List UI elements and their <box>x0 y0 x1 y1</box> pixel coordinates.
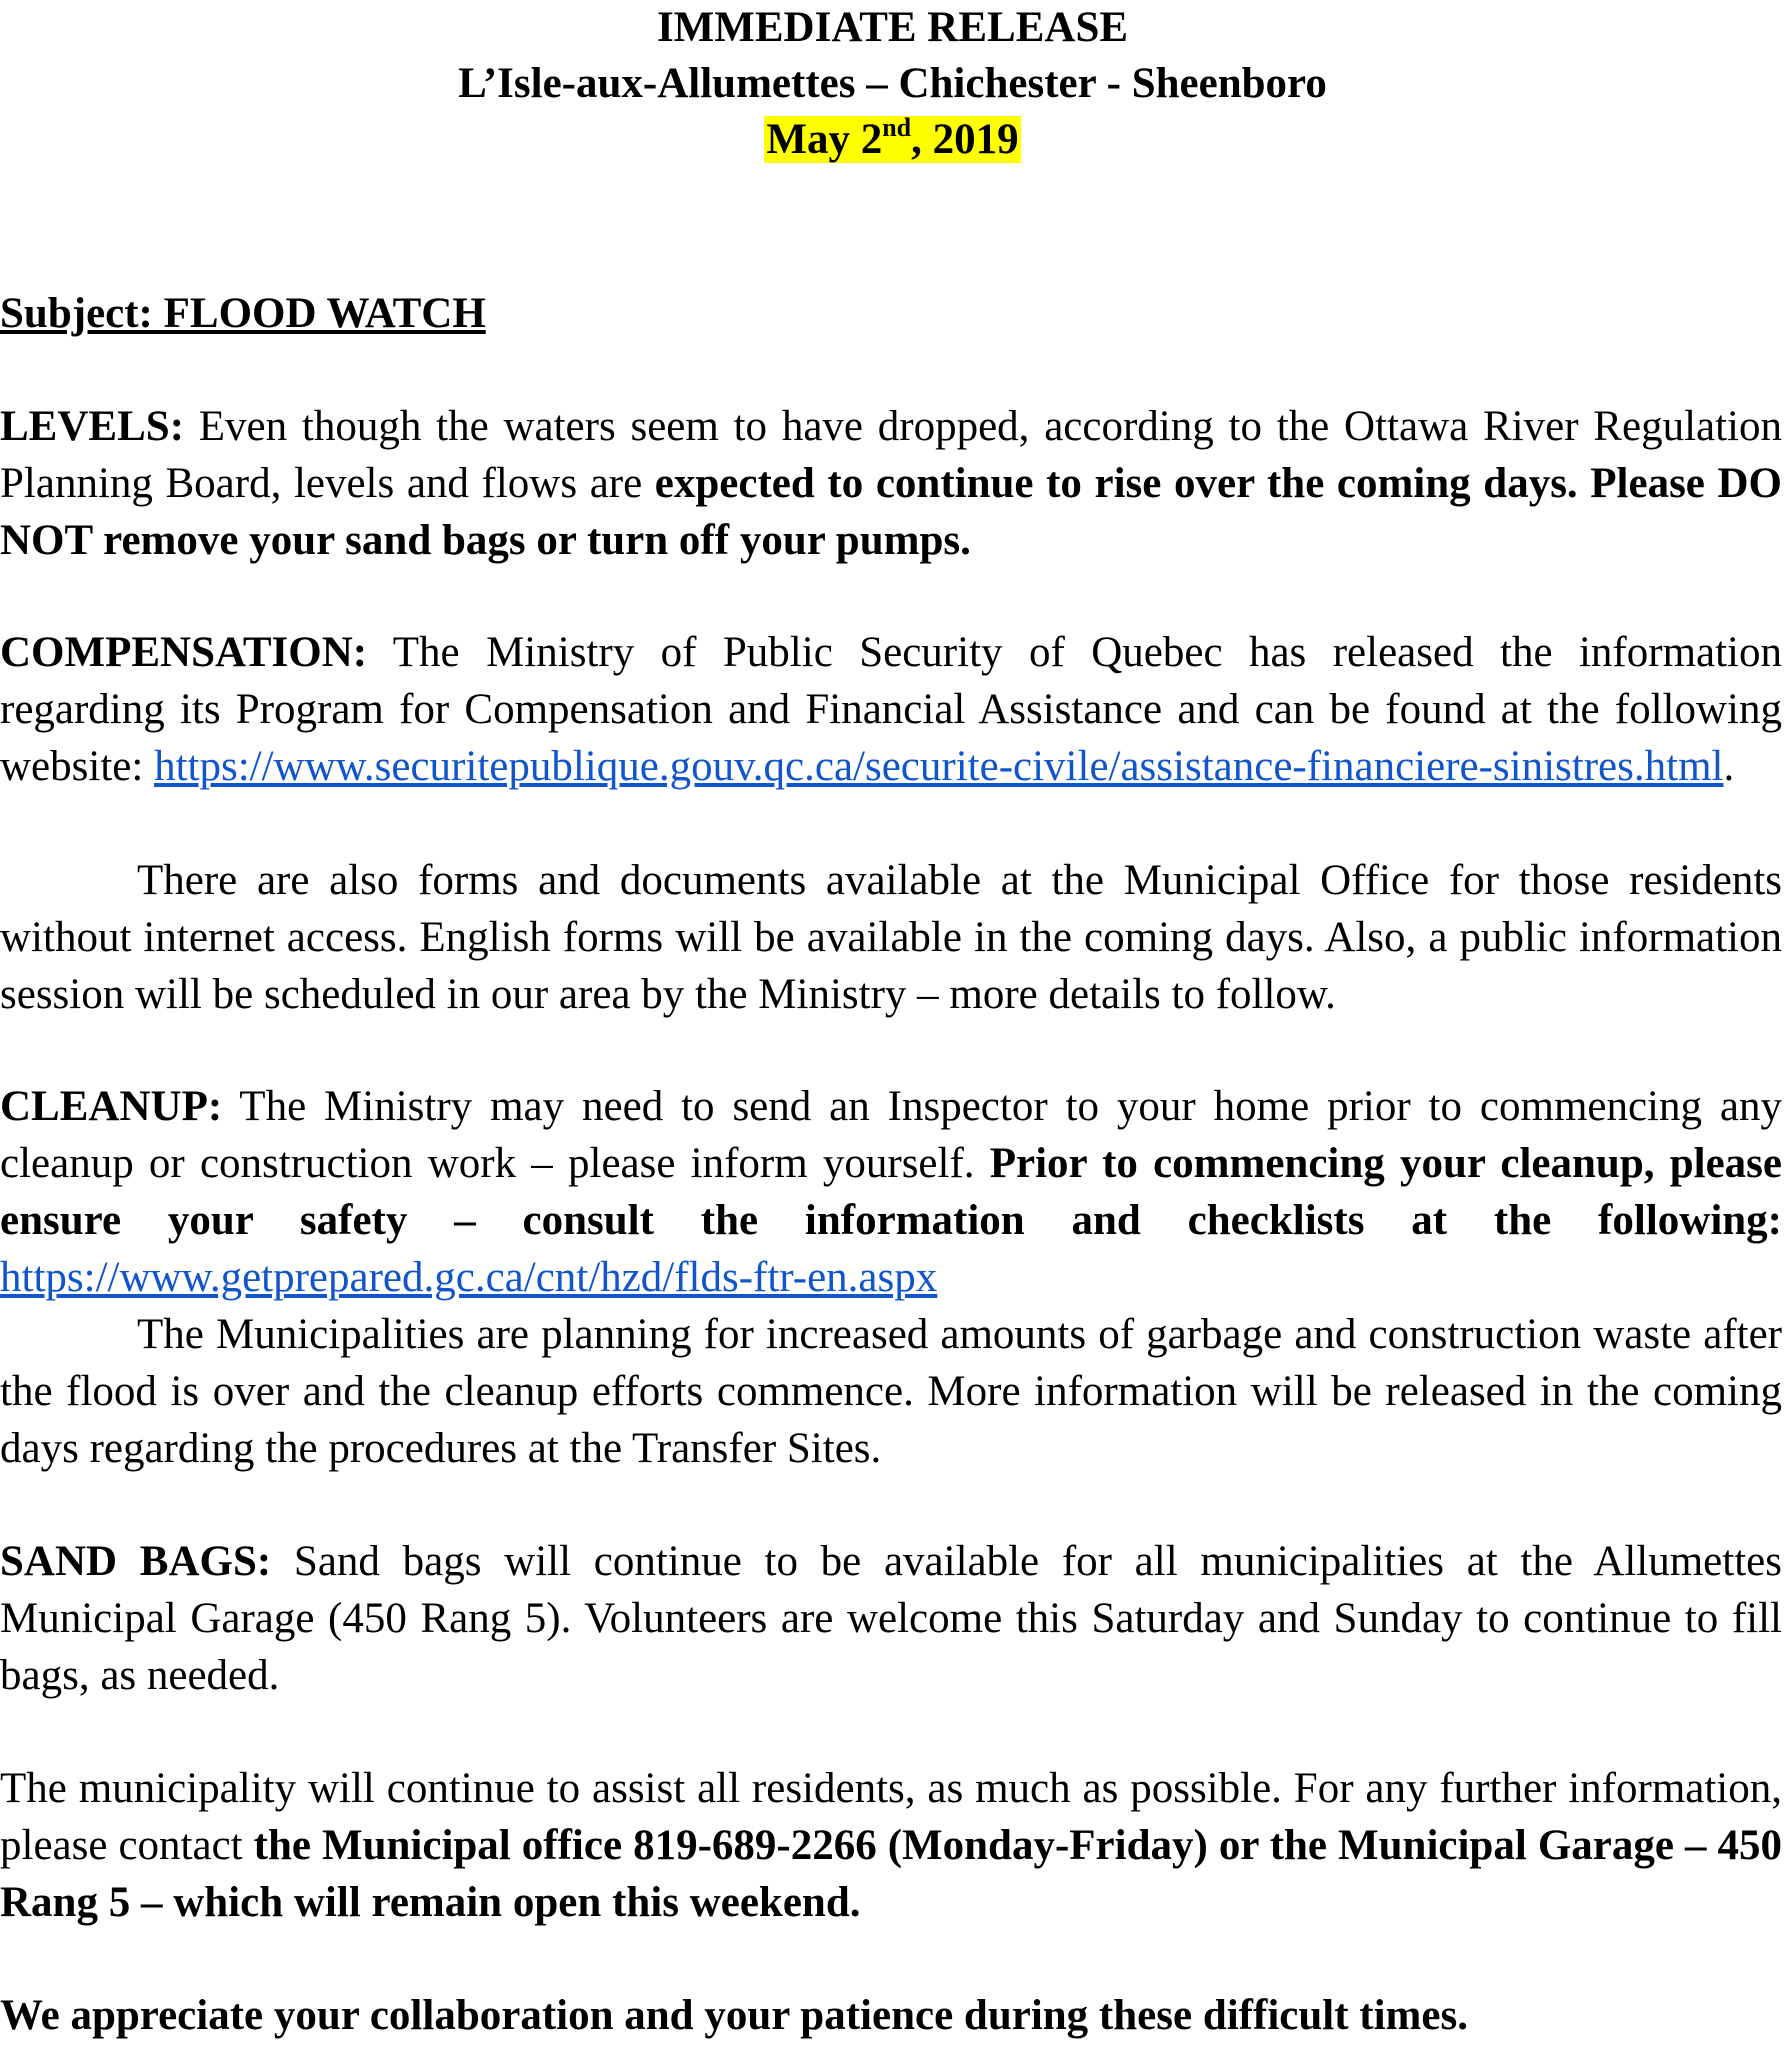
sandbags-paragraph: SAND BAGS: Sand bags will continue to be available for all municipalities at the Allumettes Municipal Garage (450 Rang 5). Volunteers are welcome this Saturday and Sunday to continue to fill bags, as needed. <box>0 1538 1782 1699</box>
cleanup-safety-notice: Prior to commencing your cleanup, please ensure your safety – consult the information and checklists at the following: <box>0 1140 1782 1244</box>
release-date <box>0 112 1785 168</box>
getprepared-link[interactable]: https://www.getprepared.gc.ca/cnt/hzd/flds-ftr-en.aspx <box>0 1254 938 1301</box>
date-highlight: May 2nd, 2019 <box>766 112 1019 163</box>
closing-statement: We appreciate your collaboration and your patience during these difficult times. <box>0 1992 1468 2039</box>
contact-details: the Municipal office 819-689-2266 (Monday-Friday) or the Municipal Garage – 450 Rang 5 – which will remain open this weekend. <box>0 1822 1782 1926</box>
compensation-label: COMPENSATION: <box>0 629 368 676</box>
levels-warning: expected to continue to rise over the coming days. Please DO NOT remove your sand bags or turn off your pumps. <box>0 460 1782 564</box>
contact-paragraph: The municipality will continue to assist all residents, as much as possible. For any further information, please contact the Municipal office 819-689-2266 (Monday-Friday) or the Municipal Garage – 450 Rang 5 – which will remain open this weekend. <box>0 1765 1782 1926</box>
cleanup-paragraph: CLEANUP: The Ministry may need to send an Inspector to your home prior to commencing any cleanup or construction work – please inform yourself. Prior to commencing your cleanup, please ensure your safety – consult the information and checklists at the following: https://www.getprepared.gc.ca/cnt/hzd/flds-ftr-en.aspx <box>0 1083 1782 1301</box>
sandbags-label: SAND BAGS: <box>0 1538 272 1585</box>
subject-line: Subject: FLOOD WATCH <box>0 290 486 337</box>
municipalities-heading: L’Isle-aux-Allumettes – Chichester - Sheenboro <box>458 60 1327 107</box>
compensation-paragraph: COMPENSATION: The Ministry of Public Security of Quebec has released the information regarding its Program for Compensation and Financial Assistance and can be found at the following website: https://www.securitepublique.gouv.qc.ca/securite-civile/assistance-financiere-sinistres.html. <box>0 629 1782 790</box>
cleanup-label: CLEANUP: <box>0 1083 223 1130</box>
cleanup-waste-paragraph: The Municipalities are planning for increased amounts of garbage and construction waste after the flood is over and the cleanup efforts commence. More information will be released in the coming days regarding the procedures at the Transfer Sites. <box>0 1311 1782 1472</box>
levels-label: LEVELS: <box>0 403 185 450</box>
release-heading: IMMEDIATE RELEASE <box>656 4 1129 51</box>
compensation-link[interactable]: https://www.securitepublique.gouv.qc.ca/securite-civile/assistance-financiere-sinistres.html <box>154 743 1724 790</box>
levels-paragraph: LEVELS: Even though the waters seem to have dropped, according to the Ottawa River Regulation Planning Board, levels and flows are expected to continue to rise over the coming days. Please DO NOT remove your sand bags or turn off your pumps. <box>0 403 1782 564</box>
compensation-forms-paragraph: There are also forms and documents available at the Municipal Office for those residents without internet access. English forms will be available in the coming days. Also, a public information session will be scheduled in our area by the Ministry – more details to follow. <box>0 857 1782 1018</box>
